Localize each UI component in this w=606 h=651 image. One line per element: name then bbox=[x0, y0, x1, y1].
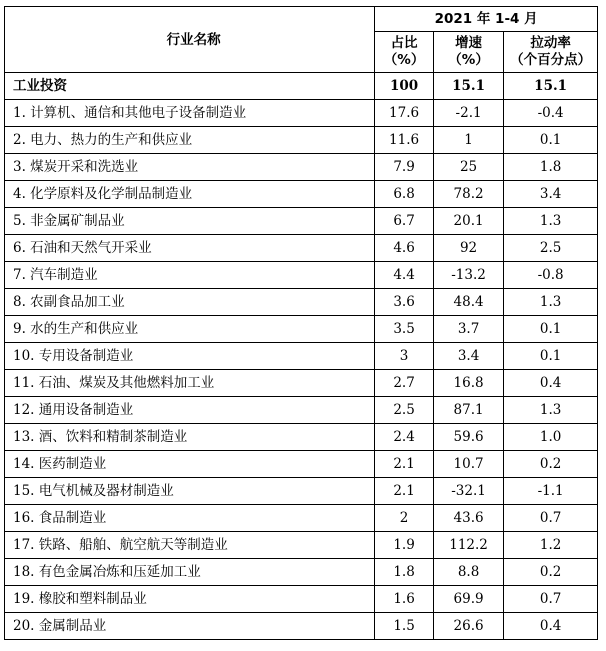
growth-cell: 112.2 bbox=[433, 532, 503, 559]
growth-cell: 20.1 bbox=[433, 208, 503, 235]
growth-cell: 78.2 bbox=[433, 181, 503, 208]
share-cell: 1.8 bbox=[375, 559, 434, 586]
contribution-cell: -0.8 bbox=[504, 262, 598, 289]
table-container bbox=[4, 6, 598, 640]
contribution-cell: 1.0 bbox=[504, 424, 598, 451]
industry-name-cell: 3. 煤炭开采和洗选业 bbox=[5, 154, 375, 181]
industry-name-cell: 8. 农副食品加工业 bbox=[5, 289, 375, 316]
contribution-cell: 0.1 bbox=[504, 316, 598, 343]
share-cell: 4.6 bbox=[375, 235, 434, 262]
table-row bbox=[5, 100, 598, 127]
industry-name-cell: 6. 石油和天然气开采业 bbox=[5, 235, 375, 262]
share-cell: 1.9 bbox=[375, 532, 434, 559]
industry-investment-table bbox=[4, 6, 598, 640]
contribution-cell: -0.4 bbox=[504, 100, 598, 127]
share-cell: 2.1 bbox=[375, 451, 434, 478]
industry-name-cell: 7. 汽车制造业 bbox=[5, 262, 375, 289]
industry-name-cell: 5. 非金属矿制品业 bbox=[5, 208, 375, 235]
table-row bbox=[5, 586, 598, 613]
growth-cell: 10.7 bbox=[433, 451, 503, 478]
contribution-cell: 1.3 bbox=[504, 397, 598, 424]
contribution-cell: 0.1 bbox=[504, 127, 598, 154]
industry-name-header: 行业名称 bbox=[5, 7, 375, 73]
share-cell: 3.6 bbox=[375, 289, 434, 316]
share-cell: 6.8 bbox=[375, 181, 434, 208]
industry-name-cell: 1. 计算机、通信和其他电子设备制造业 bbox=[5, 100, 375, 127]
contribution-cell: 0.2 bbox=[504, 559, 598, 586]
contribution-cell: 3.4 bbox=[504, 181, 598, 208]
industry-name-cell: 4. 化学原料及化学制品制造业 bbox=[5, 181, 375, 208]
industry-name-cell: 20. 金属制品业 bbox=[5, 613, 375, 640]
total-name: 工业投资 bbox=[5, 73, 375, 100]
table-body bbox=[5, 73, 598, 640]
table-row bbox=[5, 289, 598, 316]
table-row bbox=[5, 262, 598, 289]
period-header: 2021 年 1-4 月 bbox=[375, 7, 598, 32]
growth-header-unit: （%） bbox=[448, 52, 489, 68]
contribution-header-unit: （个百分点） bbox=[510, 52, 592, 68]
growth-cell: 87.1 bbox=[433, 397, 503, 424]
table-row bbox=[5, 154, 598, 181]
total-share: 100 bbox=[375, 73, 434, 100]
contribution-cell: 1.2 bbox=[504, 532, 598, 559]
table-row bbox=[5, 451, 598, 478]
growth-cell: -2.1 bbox=[433, 100, 503, 127]
growth-cell: -13.2 bbox=[433, 262, 503, 289]
share-cell: 2.1 bbox=[375, 478, 434, 505]
industry-name-cell: 18. 有色金属冶炼和压延加工业 bbox=[5, 559, 375, 586]
industry-name-cell: 14. 医药制造业 bbox=[5, 451, 375, 478]
growth-cell: 43.6 bbox=[433, 505, 503, 532]
industry-name-cell: 2. 电力、热力的生产和供应业 bbox=[5, 127, 375, 154]
total-contribution: 15.1 bbox=[504, 73, 598, 100]
share-header-unit: （%） bbox=[383, 52, 425, 68]
industry-name-cell: 19. 橡胶和塑料制品业 bbox=[5, 586, 375, 613]
growth-cell: 92 bbox=[433, 235, 503, 262]
industry-name-cell: 15. 电气机械及器材制造业 bbox=[5, 478, 375, 505]
share-cell: 3 bbox=[375, 343, 434, 370]
table-row bbox=[5, 505, 598, 532]
contribution-cell: 1.8 bbox=[504, 154, 598, 181]
table-row bbox=[5, 613, 598, 640]
growth-header bbox=[433, 32, 503, 73]
industry-name-cell: 16. 食品制造业 bbox=[5, 505, 375, 532]
table-row bbox=[5, 397, 598, 424]
contribution-cell: 1.3 bbox=[504, 289, 598, 316]
total-growth: 15.1 bbox=[433, 73, 503, 100]
contribution-cell: 1.3 bbox=[504, 208, 598, 235]
industry-name-cell: 11. 石油、煤炭及其他燃料加工业 bbox=[5, 370, 375, 397]
growth-cell: 26.6 bbox=[433, 613, 503, 640]
table-row bbox=[5, 208, 598, 235]
contribution-header-label: 拉动率 bbox=[530, 35, 571, 51]
industry-name-cell: 9. 水的生产和供应业 bbox=[5, 316, 375, 343]
total-row bbox=[5, 73, 598, 100]
table-header bbox=[5, 7, 598, 73]
industry-name-cell: 13. 酒、饮料和精制茶制造业 bbox=[5, 424, 375, 451]
share-header-label: 占比 bbox=[390, 35, 418, 51]
growth-cell: -32.1 bbox=[433, 478, 503, 505]
share-header bbox=[375, 32, 434, 73]
growth-cell: 16.8 bbox=[433, 370, 503, 397]
growth-cell: 8.8 bbox=[433, 559, 503, 586]
table-row bbox=[5, 478, 598, 505]
contribution-cell: 0.1 bbox=[504, 343, 598, 370]
table-row bbox=[5, 235, 598, 262]
growth-cell: 69.9 bbox=[433, 586, 503, 613]
share-cell: 11.6 bbox=[375, 127, 434, 154]
contribution-cell: 0.2 bbox=[504, 451, 598, 478]
contribution-header bbox=[504, 32, 598, 73]
growth-cell: 48.4 bbox=[433, 289, 503, 316]
growth-cell: 3.4 bbox=[433, 343, 503, 370]
table-row bbox=[5, 532, 598, 559]
contribution-cell: 0.7 bbox=[504, 586, 598, 613]
share-cell: 2.4 bbox=[375, 424, 434, 451]
share-cell: 6.7 bbox=[375, 208, 434, 235]
share-cell: 17.6 bbox=[375, 100, 434, 127]
growth-cell: 59.6 bbox=[433, 424, 503, 451]
table-row bbox=[5, 127, 598, 154]
industry-name-cell: 12. 通用设备制造业 bbox=[5, 397, 375, 424]
share-cell: 7.9 bbox=[375, 154, 434, 181]
contribution-cell: 0.4 bbox=[504, 370, 598, 397]
table-row bbox=[5, 370, 598, 397]
table-row bbox=[5, 181, 598, 208]
table-row bbox=[5, 559, 598, 586]
industry-name-cell: 17. 铁路、船舶、航空航天等制造业 bbox=[5, 532, 375, 559]
table-row bbox=[5, 343, 598, 370]
share-cell: 2.7 bbox=[375, 370, 434, 397]
contribution-cell: 2.5 bbox=[504, 235, 598, 262]
growth-cell: 1 bbox=[433, 127, 503, 154]
share-cell: 3.5 bbox=[375, 316, 434, 343]
table-row bbox=[5, 316, 598, 343]
growth-header-label: 增速 bbox=[455, 35, 483, 51]
table-row bbox=[5, 424, 598, 451]
share-cell: 1.5 bbox=[375, 613, 434, 640]
share-cell: 2 bbox=[375, 505, 434, 532]
industry-name-cell: 10. 专用设备制造业 bbox=[5, 343, 375, 370]
header-row-period bbox=[5, 7, 598, 32]
contribution-cell: -1.1 bbox=[504, 478, 598, 505]
share-cell: 4.4 bbox=[375, 262, 434, 289]
share-cell: 1.6 bbox=[375, 586, 434, 613]
contribution-cell: 0.7 bbox=[504, 505, 598, 532]
contribution-cell: 0.4 bbox=[504, 613, 598, 640]
growth-cell: 25 bbox=[433, 154, 503, 181]
growth-cell: 3.7 bbox=[433, 316, 503, 343]
share-cell: 2.5 bbox=[375, 397, 434, 424]
